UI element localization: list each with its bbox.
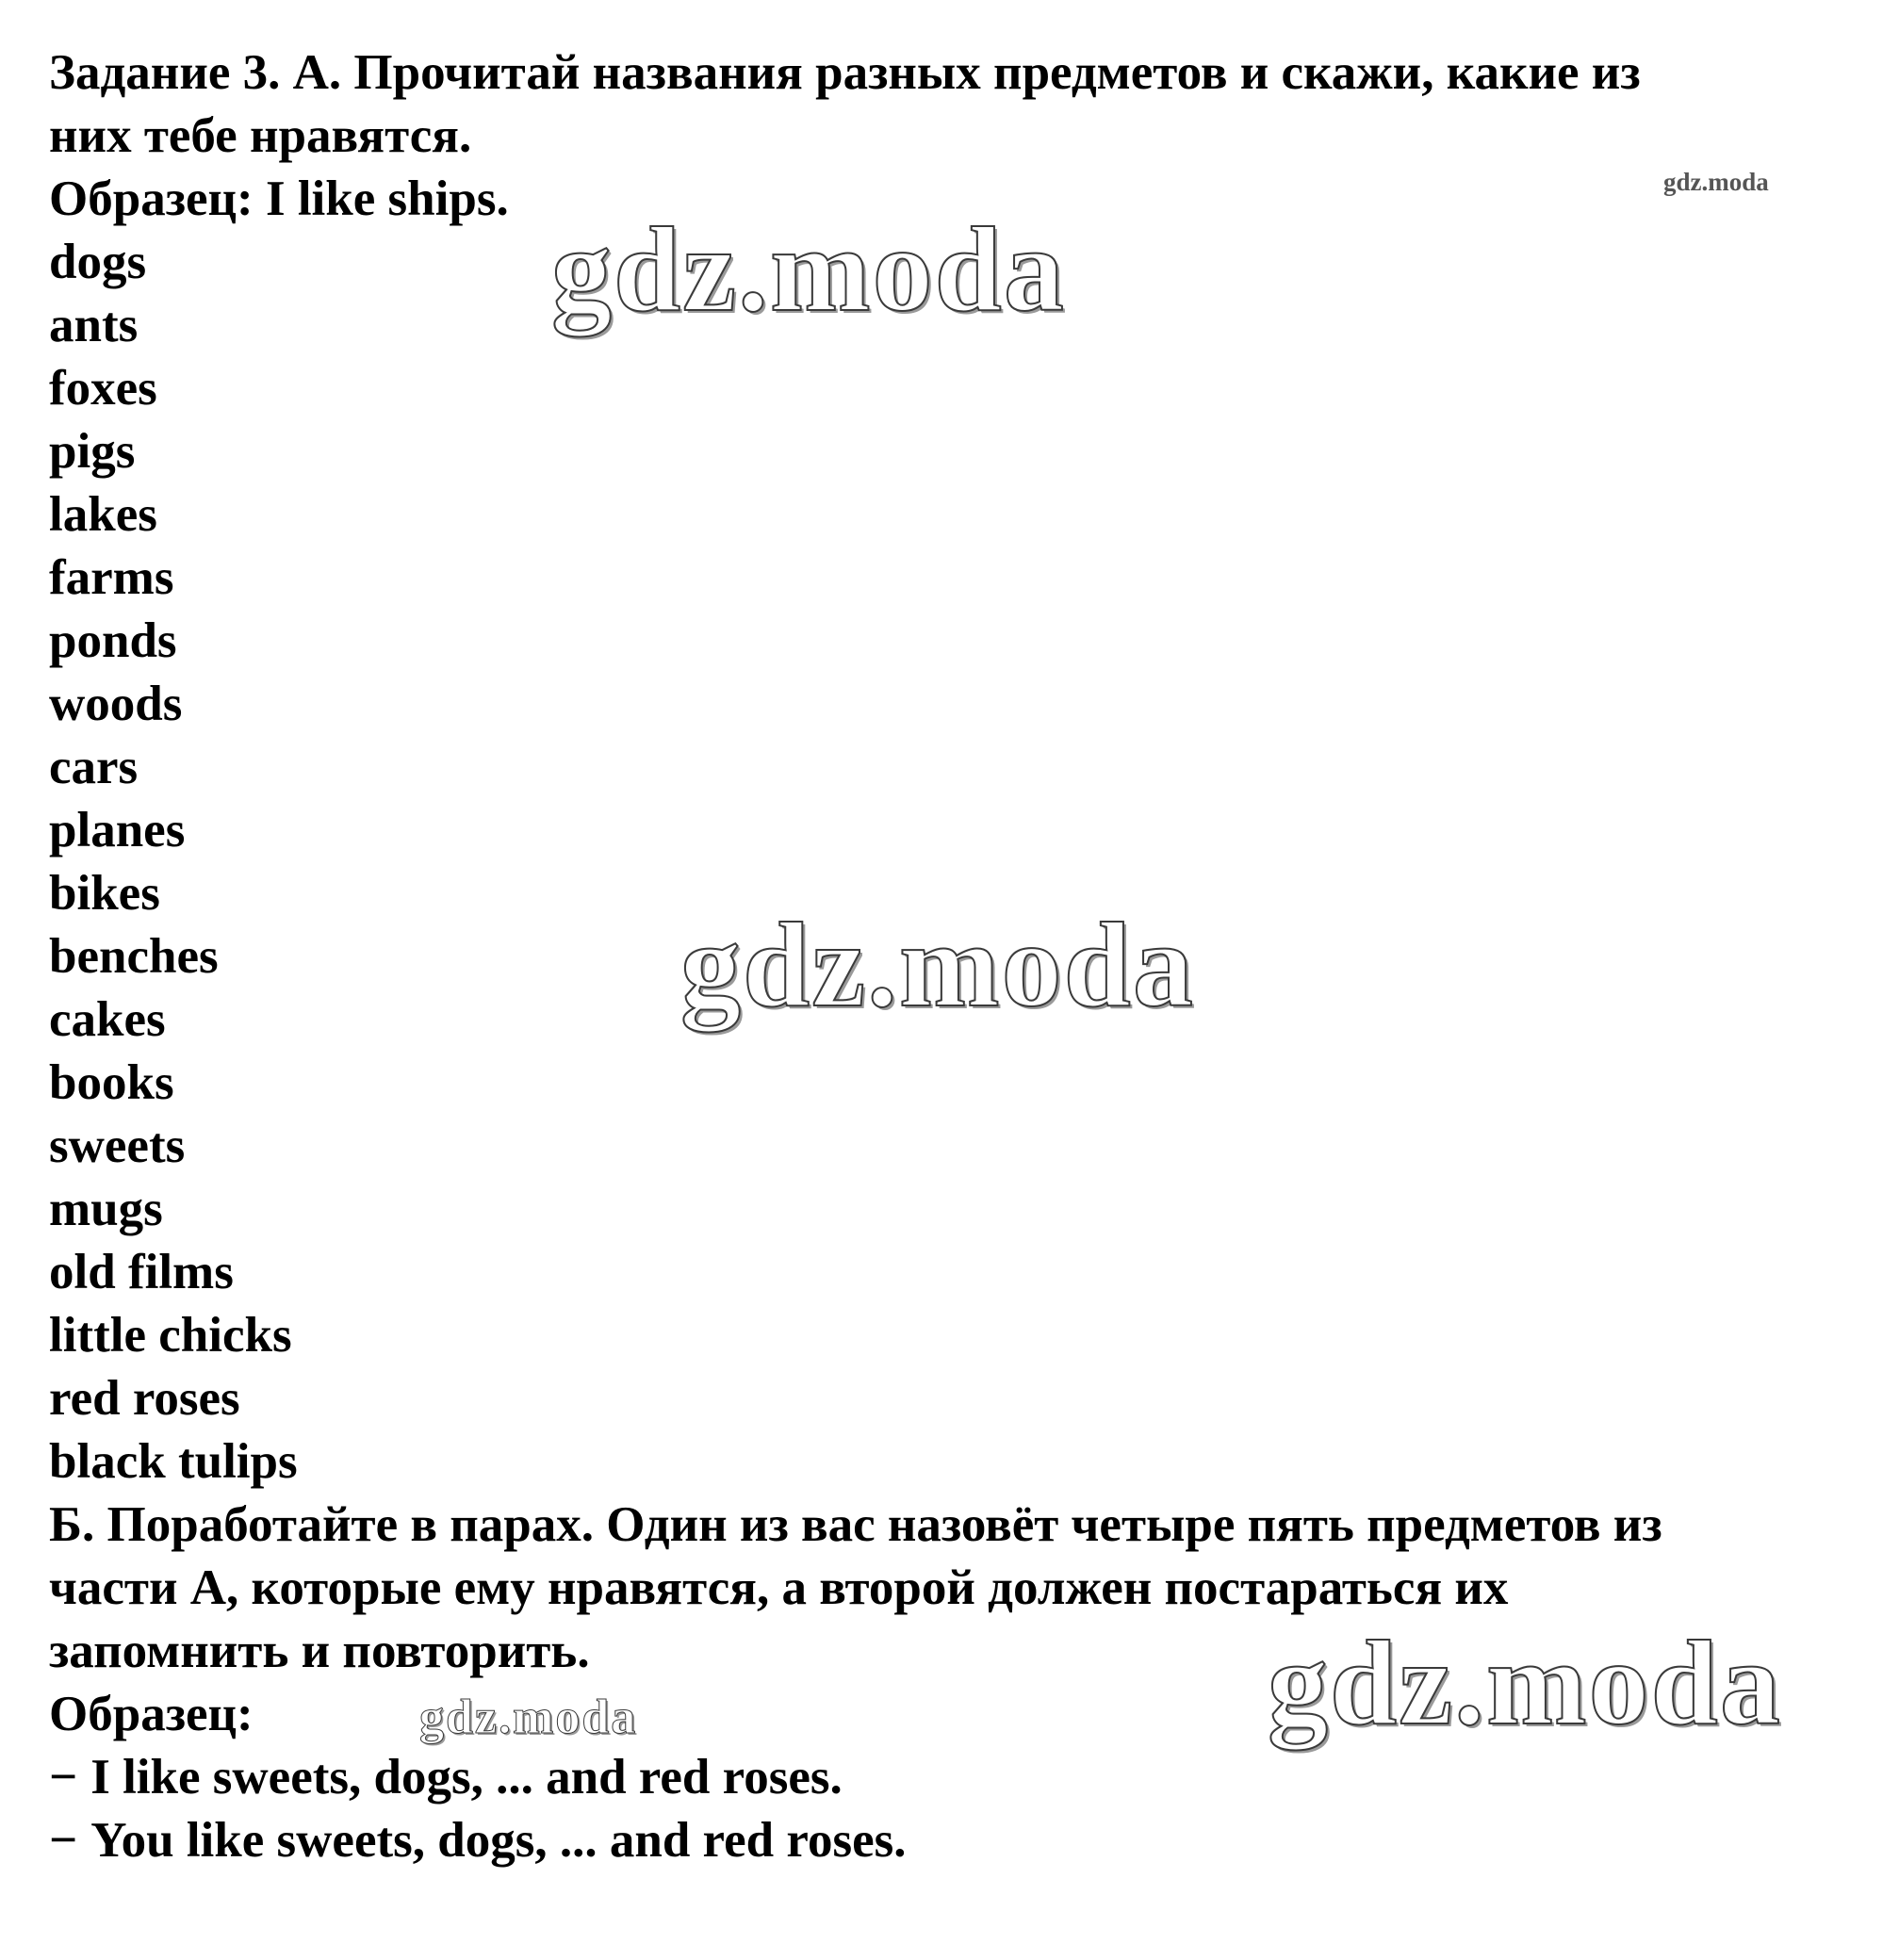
watermark: gdz.moda: [551, 203, 1066, 336]
example-a: Образец: I like ships.: [49, 172, 509, 226]
word-item: cars: [49, 740, 139, 794]
task-heading-line: Задание 3. А. Прочитай названия разных предметов и скажи, какие из: [49, 45, 1641, 100]
word-item: benches: [49, 929, 219, 984]
word-item: black tulips: [49, 1434, 298, 1489]
word-item: sweets: [49, 1119, 186, 1173]
word-item: foxes: [49, 361, 157, 416]
word-item: old films: [49, 1245, 234, 1299]
word-item: mugs: [49, 1182, 163, 1236]
word-item: cakes: [49, 992, 166, 1047]
word-item: little chicks: [49, 1308, 292, 1363]
word-item: books: [49, 1055, 174, 1110]
word-item: lakes: [49, 487, 157, 542]
watermark: gdz.moda: [419, 1690, 638, 1744]
watermark: gdz.moda: [680, 898, 1195, 1032]
word-item: ants: [49, 298, 139, 352]
task-heading-line: них тебе нравятся.: [49, 108, 472, 163]
dialog-line: [49, 1746, 1858, 1809]
part-b-line: части А, которые ему нравятся, а второй должен постараться их: [49, 1560, 1509, 1615]
word-item: farms: [49, 550, 174, 605]
dialog-line: [49, 1809, 1858, 1872]
watermark: gdz.moda: [1663, 168, 1769, 196]
word-item: red roses: [49, 1371, 240, 1426]
word-item: bikes: [49, 866, 160, 921]
example-b-label: Образец:: [49, 1687, 254, 1741]
part-b-line: Б. Поработайте в парах. Один из вас назовёт четыре пять предметов из: [49, 1497, 1662, 1552]
word-item: woods: [49, 677, 183, 731]
word-item: planes: [49, 803, 186, 858]
word-item: ponds: [49, 613, 177, 668]
task-heading: [49, 41, 1858, 168]
dialog-text: You like sweets, dogs, ... and red roses.: [90, 1813, 907, 1868]
part-b-line: запомнить и повторить.: [49, 1624, 590, 1678]
watermark: gdz.moda: [1268, 1616, 1782, 1750]
document-page: [49, 41, 1858, 1872]
dash-mark: −: [49, 1813, 78, 1868]
part-b-instructions: [49, 1494, 1858, 1683]
word-list: [49, 231, 1858, 1494]
word-item: dogs: [49, 235, 147, 289]
dash-mark: −: [49, 1750, 78, 1805]
example-dialog: [49, 1746, 1858, 1872]
word-item: pigs: [49, 424, 136, 479]
dialog-text: I like sweets, dogs, ... and red roses.: [90, 1750, 843, 1805]
